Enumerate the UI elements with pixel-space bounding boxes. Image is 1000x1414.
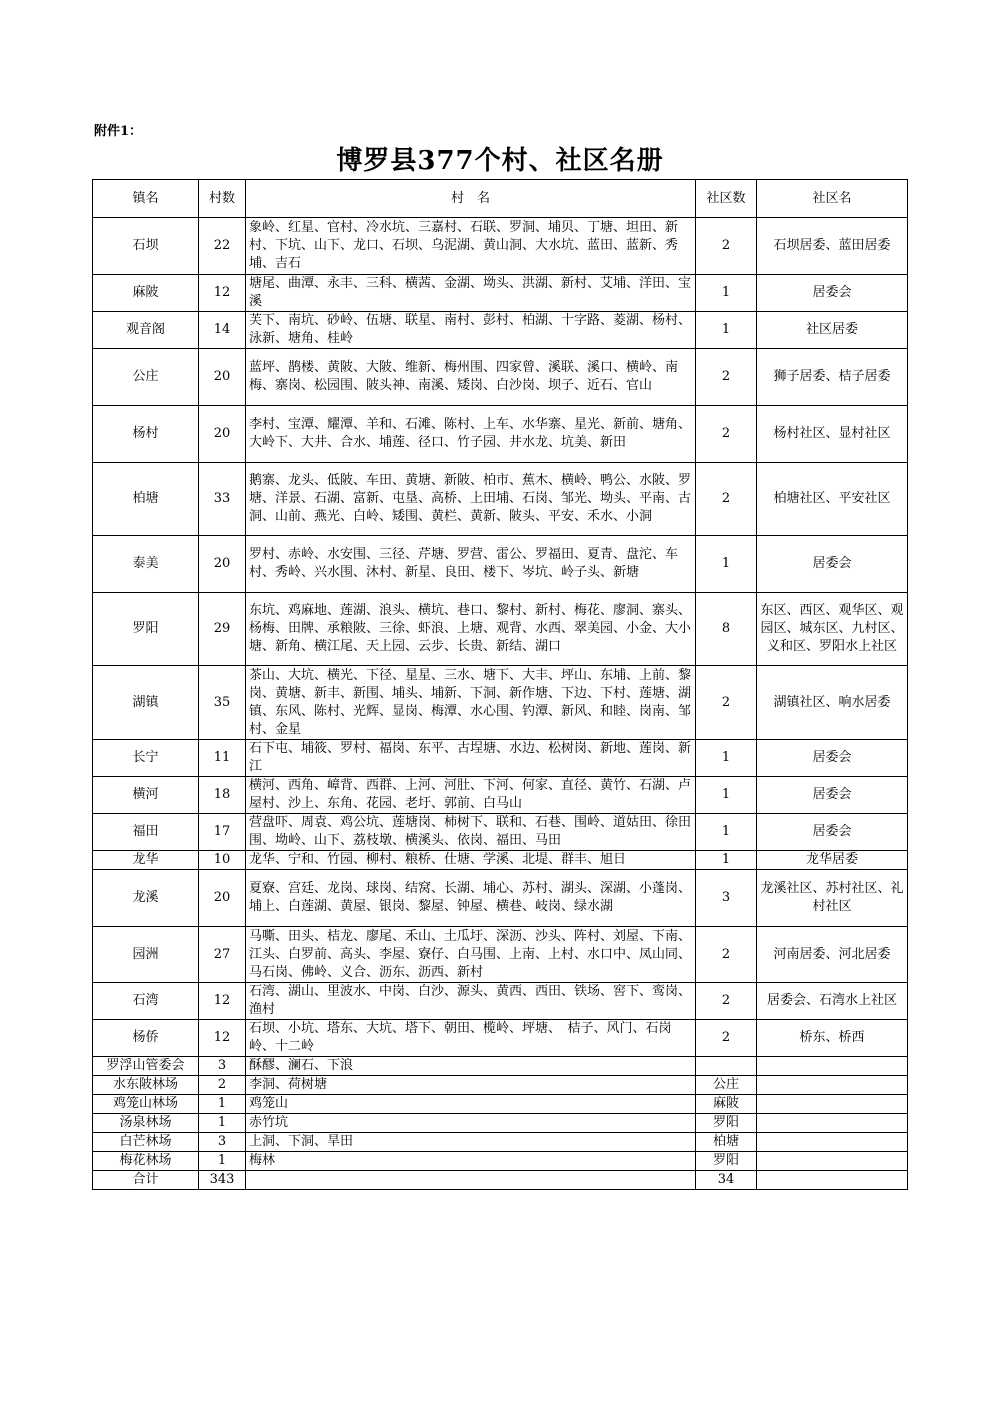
community-count-cell: 2	[696, 1020, 757, 1057]
village-count-cell: 29	[199, 593, 246, 666]
village-count-cell: 12	[199, 1020, 246, 1057]
table-row	[93, 1095, 908, 1114]
communities-cell: 居委会	[757, 740, 908, 777]
town-cell: 湖镇	[93, 666, 199, 740]
communities-cell: 居委会	[757, 275, 908, 312]
table-row	[93, 983, 908, 1020]
communities-cell: 居委会、石湾水上社区	[757, 983, 908, 1020]
villages-cell: 营盘吓、周袁、鸡公坑、莲塘岗、柿树下、联和、石巷、围岭、道姑田、徐田围、坳岭、山下、荔枝墩、横溪头、依岗、福田、马田	[246, 814, 696, 851]
communities-cell	[757, 1114, 908, 1133]
village-count-cell: 10	[199, 851, 246, 870]
table-row	[93, 275, 908, 312]
town-cell: 白芒林场	[93, 1133, 199, 1152]
page-title: 博罗县377个村、社区名册	[336, 146, 664, 176]
communities-cell: 龙溪社区、苏村社区、礼村社区	[757, 870, 908, 927]
table-row	[93, 218, 908, 275]
table-row	[93, 1114, 908, 1133]
town-cell: 合计	[93, 1171, 199, 1190]
table-row	[93, 312, 908, 349]
community-count-cell: 2	[696, 406, 757, 463]
villages-cell: 石下屯、埔筱、罗村、福岗、东平、古埕塘、水边、松树岗、新地、莲岗、新江	[246, 740, 696, 777]
villages-cell: 上洞、下洞、旱田	[246, 1133, 696, 1152]
community-count-cell: 1	[696, 536, 757, 593]
villages-cell: 蓝坪、鹊楼、黄陂、大陂、维新、梅州围、四家曾、溪联、溪口、横岭、南梅、寨岗、松园围、陂头神、南溪、矮岗、白沙岗、坝子、近石、官山	[246, 349, 696, 406]
town-cell: 观音阁	[93, 312, 199, 349]
community-count-cell: 2	[696, 463, 757, 536]
villages-cell: 马嘶、田头、桔龙、廖尾、禾山、土瓜圩、深沥、沙头、阵村、刘屋、下南、江头、白罗前、高头、李屋、寮仔、白马围、上南、上村、水口中、凤山同、马石岗、佛岭、义合、沥东、沥西、新村	[246, 927, 696, 983]
villages-cell: 梅林	[246, 1152, 696, 1171]
villages-cell: 芙下、南坑、砂岭、伍塘、联星、南村、彭村、柏湖、十字路、菱湖、杨村、泳新、塘角、桂岭	[246, 312, 696, 349]
village-count-cell: 27	[199, 927, 246, 983]
village-count-cell: 20	[199, 349, 246, 406]
communities-cell: 社区居委	[757, 312, 908, 349]
header-row	[93, 180, 908, 218]
town-cell: 杨侨	[93, 1020, 199, 1057]
community-count-cell: 2	[696, 983, 757, 1020]
villages-cell: 茶山、大坑、横光、下径、星星、三水、塘下、大丰、坪山、东埔、上前、黎岗、黄塘、新丰、新围、埔头、埔新、下洞、新作塘、下边、下村、莲塘、湖镇、东风、陈村、光辉、显岗、梅潭、水心围、钓潭、新风、和睦、岗南、邹村、金星	[246, 666, 696, 740]
table-row	[93, 814, 908, 851]
header-town: 镇名	[93, 180, 199, 218]
town-cell: 梅花林场	[93, 1152, 199, 1171]
town-cell: 公庄	[93, 349, 199, 406]
village-count-cell: 17	[199, 814, 246, 851]
village-count-cell: 12	[199, 983, 246, 1020]
table-row	[93, 536, 908, 593]
village-count-cell: 1	[199, 1114, 246, 1133]
villages-cell: 李村、宝潭、耀潭、羊和、石滩、陈村、上车、水华寨、星光、新前、塘角、大岭下、大井、合水、埔莲、径口、竹子园、井水龙、坑美、新田	[246, 406, 696, 463]
table-row	[93, 406, 908, 463]
community-count-cell: 麻陂	[696, 1095, 757, 1114]
town-cell: 石坝	[93, 218, 199, 275]
town-cell: 汤泉林场	[93, 1114, 199, 1133]
village-count-cell: 22	[199, 218, 246, 275]
village-count-cell: 20	[199, 870, 246, 927]
village-count-cell: 11	[199, 740, 246, 777]
communities-cell	[757, 1152, 908, 1171]
villages-cell	[246, 1171, 696, 1190]
villages-cell: 夏寮、宫廷、龙岗、球岗、结窝、长湖、埔心、苏村、湖头、深湖、小蓬岗、埔上、白莲湖、黄屋、银岗、黎屋、钟屋、横巷、岐岗、绿水湖	[246, 870, 696, 927]
village-count-cell: 18	[199, 777, 246, 814]
village-roster-table	[92, 179, 908, 1190]
community-count-cell: 1	[696, 740, 757, 777]
town-cell: 园洲	[93, 927, 199, 983]
community-count-cell: 8	[696, 593, 757, 666]
community-count-cell	[696, 1057, 757, 1076]
communities-cell	[757, 1076, 908, 1095]
header-community-count: 社区数	[696, 180, 757, 218]
town-cell: 福田	[93, 814, 199, 851]
community-count-cell: 1	[696, 777, 757, 814]
table-row	[93, 463, 908, 536]
community-count-cell: 柏塘	[696, 1133, 757, 1152]
communities-cell: 杨村社区、显村社区	[757, 406, 908, 463]
communities-cell: 湖镇社区、响水居委	[757, 666, 908, 740]
town-cell: 麻陂	[93, 275, 199, 312]
header-villages: 村 名	[246, 180, 696, 218]
communities-cell	[757, 1057, 908, 1076]
village-count-cell: 3	[199, 1057, 246, 1076]
table-row	[93, 1020, 908, 1057]
community-count-cell: 2	[696, 218, 757, 275]
villages-cell: 石湾、湖山、里波水、中岗、白沙、源头、黄西、西田、铁场、窖下、鸾岗、渔村	[246, 983, 696, 1020]
villages-cell: 象岭、红星、官村、冷水坑、三嘉村、石联、罗洞、埔贝、丁塘、坦田、新村、下坑、山下、龙口、石坝、乌泥湖、黄山洞、大水坑、蓝田、蓝新、秀埔、吉石	[246, 218, 696, 275]
villages-cell: 酥醪、澜石、下浪	[246, 1057, 696, 1076]
table-row	[93, 1133, 908, 1152]
village-count-cell: 1	[199, 1095, 246, 1114]
villages-cell: 东坑、鸡麻地、莲湖、浪头、横坑、巷口、黎村、新村、梅花、廖洞、寨头、杨梅、田牌、承粮陂、三徐、虾浪、上塘、观背、水西、翠美园、小金、大小塘、新角、横江尾、天上园、云步、长贵、新结、湖口	[246, 593, 696, 666]
table-row	[93, 1057, 908, 1076]
communities-cell: 东区、西区、观华区、观园区、城东区、九村区、义和区、罗阳水上社区	[757, 593, 908, 666]
communities-cell	[757, 1171, 908, 1190]
communities-cell: 河南居委、河北居委	[757, 927, 908, 983]
table-row	[93, 1152, 908, 1171]
communities-cell: 居委会	[757, 777, 908, 814]
table-row	[93, 593, 908, 666]
communities-cell: 居委会	[757, 536, 908, 593]
village-count-cell: 2	[199, 1076, 246, 1095]
table-row	[93, 870, 908, 927]
village-count-cell: 20	[199, 406, 246, 463]
communities-cell: 龙华居委	[757, 851, 908, 870]
village-count-cell: 35	[199, 666, 246, 740]
village-count-cell: 33	[199, 463, 246, 536]
community-count-cell: 2	[696, 666, 757, 740]
village-count-cell: 20	[199, 536, 246, 593]
community-count-cell: 1	[696, 851, 757, 870]
community-count-cell: 2	[696, 349, 757, 406]
community-count-cell: 罗阳	[696, 1114, 757, 1133]
table-row	[93, 666, 908, 740]
villages-cell: 鹅寨、龙头、低陂、车田、黄塘、新陂、柏市、蕉木、横岭、鸭公、水陂、罗塘、洋景、石湖、富新、屯垦、高桥、上田埔、石岗、邹光、坳头、平南、古洞、山前、燕光、白岭、矮围、黄栏、黄新、陂头、平安、禾水、小洞	[246, 463, 696, 536]
table-row	[93, 1076, 908, 1095]
communities-cell	[757, 1095, 908, 1114]
villages-cell: 龙华、宁和、竹园、柳村、粮桥、仕塘、学溪、北堤、群丰、旭日	[246, 851, 696, 870]
town-cell: 长宁	[93, 740, 199, 777]
community-count-cell: 1	[696, 312, 757, 349]
communities-cell: 柏塘社区、平安社区	[757, 463, 908, 536]
village-count-cell: 3	[199, 1133, 246, 1152]
villages-cell: 鸡笼山	[246, 1095, 696, 1114]
villages-cell: 赤竹坑	[246, 1114, 696, 1133]
communities-cell: 桥东、桥西	[757, 1020, 908, 1057]
town-cell: 杨村	[93, 406, 199, 463]
villages-cell: 塘尾、曲潭、永丰、三科、横茜、金湖、坳头、洪湖、新村、艾埔、洋田、宝溪	[246, 275, 696, 312]
villages-cell: 横河、西角、嶂背、西群、上河、河肚、下河、何家、直径、黄竹、石湖、卢屋村、沙上、东角、花园、老圩、郭前、白马山	[246, 777, 696, 814]
town-cell: 龙华	[93, 851, 199, 870]
header-communities: 社区名	[757, 180, 908, 218]
town-cell: 横河	[93, 777, 199, 814]
town-cell: 水东陂林场	[93, 1076, 199, 1095]
town-cell: 泰美	[93, 536, 199, 593]
communities-cell: 居委会	[757, 814, 908, 851]
total-row	[93, 1171, 908, 1190]
villages-cell: 石坝、小坑、塔东、大坑、塔下、朝田、榄岭、坪塘、 桔子、风门、石岗岭、十二岭	[246, 1020, 696, 1057]
village-count-cell: 1	[199, 1152, 246, 1171]
town-cell: 柏塘	[93, 463, 199, 536]
villages-cell: 李洞、荷树塘	[246, 1076, 696, 1095]
town-cell: 鸡笼山林场	[93, 1095, 199, 1114]
community-count-cell: 34	[696, 1171, 757, 1190]
header-village-count: 村数	[199, 180, 246, 218]
annex-label: 附件1：	[94, 124, 143, 139]
table-row	[93, 777, 908, 814]
communities-cell: 狮子居委、桔子居委	[757, 349, 908, 406]
village-count-cell: 343	[199, 1171, 246, 1190]
village-count-cell: 14	[199, 312, 246, 349]
village-count-cell: 12	[199, 275, 246, 312]
town-cell: 罗阳	[93, 593, 199, 666]
community-count-cell: 3	[696, 870, 757, 927]
table-row	[93, 349, 908, 406]
town-cell: 罗浮山管委会	[93, 1057, 199, 1076]
community-count-cell: 1	[696, 275, 757, 312]
community-count-cell: 公庄	[696, 1076, 757, 1095]
table-row	[93, 851, 908, 870]
community-count-cell: 罗阳	[696, 1152, 757, 1171]
town-cell: 龙溪	[93, 870, 199, 927]
villages-cell: 罗村、赤岭、水安围、三径、芹塘、罗营、雷公、罗福田、夏青、盘沱、车村、秀岭、兴水围、沐村、新星、良田、楼下、岑坑、岭子头、新塘	[246, 536, 696, 593]
table-row	[93, 740, 908, 777]
town-cell: 石湾	[93, 983, 199, 1020]
community-count-cell: 1	[696, 814, 757, 851]
community-count-cell: 2	[696, 927, 757, 983]
communities-cell	[757, 1133, 908, 1152]
table-row	[93, 927, 908, 983]
communities-cell: 石坝居委、蓝田居委	[757, 218, 908, 275]
